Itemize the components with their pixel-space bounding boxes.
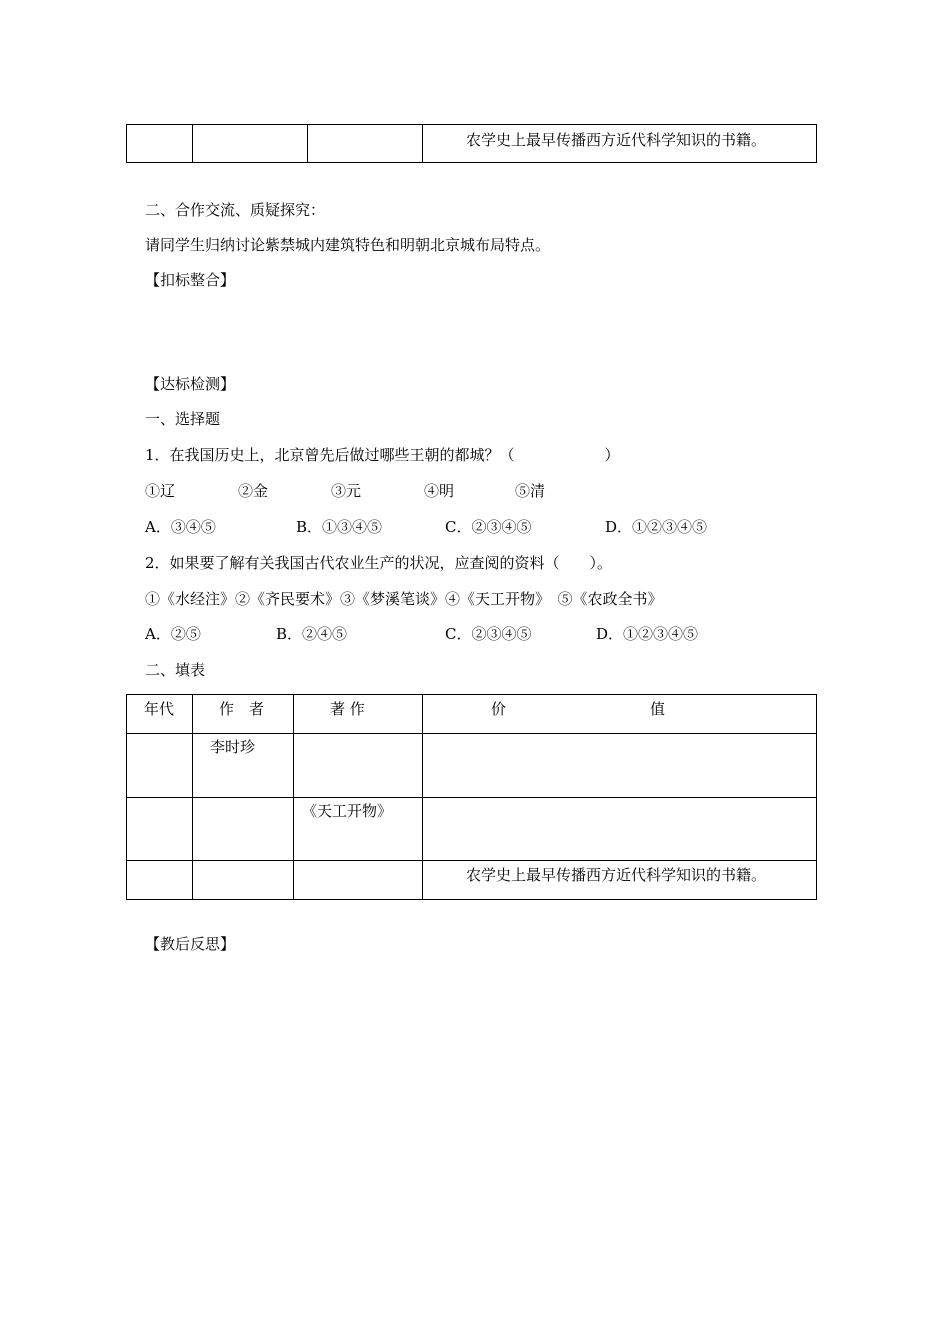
work-title: 《天工开物》 <box>302 802 393 820</box>
table-cell <box>423 734 817 798</box>
table-header-row <box>127 695 817 734</box>
table-row <box>127 798 817 861</box>
section-heading: 二、合作交流、质疑探究： <box>145 201 326 219</box>
top-table <box>126 124 817 163</box>
part1-heading: 一、选择题 <box>145 410 221 428</box>
table-cell <box>127 125 193 163</box>
header-author: 作 者 <box>219 700 265 718</box>
table-cell <box>127 861 193 900</box>
table-cell <box>193 861 294 900</box>
reflection-heading: 【教后反思】 <box>145 935 236 953</box>
table-cell <box>294 734 423 798</box>
option-b: B．②④⑤ <box>276 625 348 643</box>
list-item: ⑤清 <box>515 482 546 500</box>
list-item: ②金 <box>238 482 269 500</box>
question-1-stem: 1．在我国历史上，北京曾先后做过哪些王朝的都城？（ ） <box>145 446 620 464</box>
table-cell <box>423 861 817 900</box>
option-d: D．①②③④⑤ <box>605 518 708 536</box>
integration-heading: 【扣标整合】 <box>145 271 236 289</box>
table-row <box>127 734 817 798</box>
list-item: ④明 <box>424 482 455 500</box>
table-cell <box>423 798 817 861</box>
header-cell <box>193 695 294 734</box>
header-value-1: 价 <box>491 700 507 718</box>
header-work: 著 作 <box>330 700 365 718</box>
question-2-items: ①《水经注》②《齐民要术》③《梦溪笔谈》④《天工开物》 ⑤《农政全书》 <box>145 590 663 608</box>
table-cell <box>127 734 193 798</box>
part2-heading: 二、填表 <box>145 661 206 679</box>
header-era: 年代 <box>144 700 175 718</box>
header-cell <box>127 695 193 734</box>
table-row <box>127 125 817 163</box>
table-cell <box>193 125 308 163</box>
value-text: 农学史上最早传播西方近代科学知识的书籍。 <box>466 131 767 149</box>
option-d: D．①②③④⑤ <box>596 625 699 643</box>
header-cell <box>294 695 423 734</box>
option-c: C．②③④⑤ <box>445 518 532 536</box>
table-row <box>127 861 817 900</box>
assessment-heading: 【达标检测】 <box>145 375 236 393</box>
option-c: C．②③④⑤ <box>445 625 532 643</box>
table-cell <box>294 861 423 900</box>
option-b: B．①③④⑤ <box>296 518 383 536</box>
table-cell <box>193 734 294 798</box>
option-a: A．③④⑤ <box>145 518 216 536</box>
author-name: 李时珍 <box>210 738 256 756</box>
discussion-prompt: 请同学生归纳讨论紫禁城内建筑特色和明朝北京城布局特点。 <box>145 236 551 254</box>
table-cell <box>127 798 193 861</box>
question-2-stem: 2．如果要了解有关我国古代农业生产的状况，应查阅的资料（ ）。 <box>145 554 613 572</box>
table-cell <box>294 798 423 861</box>
value-text: 农学史上最早传播西方近代科学知识的书籍。 <box>466 866 767 884</box>
header-value-2: 值 <box>650 700 666 718</box>
list-item: ③元 <box>331 482 362 500</box>
list-item: ①辽 <box>145 482 176 500</box>
header-cell <box>423 695 817 734</box>
option-a: A．②⑤ <box>145 625 201 643</box>
table-cell <box>308 125 423 163</box>
table-cell <box>193 798 294 861</box>
fill-in-table <box>126 694 817 900</box>
table-cell <box>423 125 817 163</box>
